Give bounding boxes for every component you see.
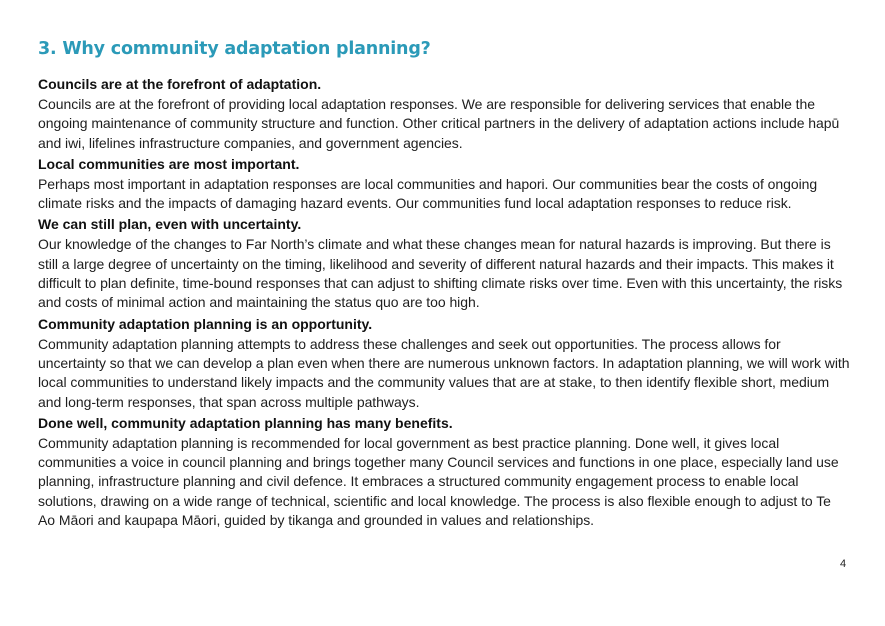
section-heading: We can still plan, even with uncertainty.	[38, 216, 302, 233]
section-benefits	[38, 414, 850, 530]
section-heading: Done well, community adaptation planning has many benefits.	[38, 414, 453, 431]
section-uncertainty	[38, 215, 850, 312]
section-heading: Local communities are most important.	[38, 155, 300, 172]
section-opportunity	[38, 315, 850, 412]
section-heading: Community adaptation planning is an opportunity.	[38, 315, 373, 332]
section-councils	[38, 75, 850, 153]
document-page	[38, 36, 850, 532]
section-body: Our knowledge of the changes to Far North’s climate and what these changes mean for natural hazards is improving. But there is still a large degree of uncertainty on the timing, likelihood and severity of different natural hazards and their impacts. This makes it difficult to plan definite, time-bound responses that can adjust to shifting climate risks over time. Even with this uncertainty, the risks and costs of minimal action and maintaining the status quo are too high.	[38, 236, 843, 311]
section-local-communities	[38, 155, 850, 214]
page-title: 3. Why community adaptation planning?	[38, 39, 431, 59]
section-body: Councils are at the forefront of providing local adaptation responses. We are responsible for delivering services that enable the ongoing maintenance of community structure and function. Other critical partners in the delivery of adaptation actions include hapū and iwi, lifelines infrastructure companies, and government agencies.	[38, 96, 840, 151]
section-heading: Councils are at the forefront of adaptation.	[38, 76, 322, 92]
section-body: Community adaptation planning attempts to address these challenges and seek out opportunities. The process allows for uncertainty so that we can develop a plan even when there are numerous unknown factors. In adaptation planning, we will work with local communities to understand likely impacts and the community values that are at stake, to then identify flexible short, medium and long-term responses, that span across multiple pathways.	[38, 335, 850, 410]
page-number: 4	[840, 558, 847, 570]
section-body: Community adaptation planning is recommended for local government as best practice planning. Done well, it gives local communities a voice in council planning and brings together many Council services and functions in one place, especially land use planning, infrastructure planning and civil defence. It embraces a structured community engagement process to enable local solutions, drawing on a wide range of technical, scientific and local knowledge. The process is also flexible enough to adjust to Te Ao Māori and kaupapa Māori, guided by tikanga and grounded in values and relationships.	[38, 434, 839, 529]
section-body: Perhaps most important in adaptation responses are local communities and hapori. Our communities bear the costs of ongoing climate risks and the impacts of damaging hazard events. Our communities fund local adaptation responses to reduce risk.	[38, 175, 818, 212]
